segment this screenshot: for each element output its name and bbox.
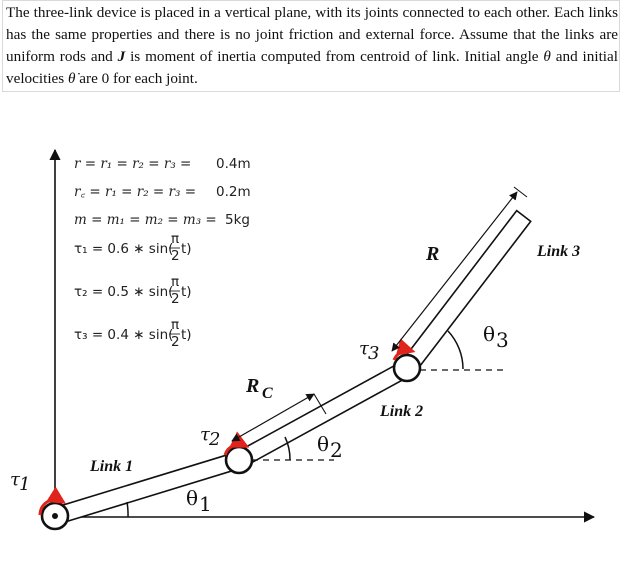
tau-2-sub: 2: [209, 429, 221, 450]
eq-tau1-rhs: t): [181, 241, 192, 257]
eq-tau3-den: 2: [171, 334, 180, 350]
joint-3: [394, 355, 420, 381]
eq-m-value: 5kg: [225, 212, 250, 228]
eq-tau2-lhs: τ₂ = 0.5 ∗ sin(: [74, 284, 174, 300]
theta-symbol: θ: [543, 48, 551, 65]
link-3: [401, 211, 531, 374]
tau-3-symbol: τ: [359, 338, 369, 359]
eq-rc-lhs: r꜀ = r₁ = r₂ = r₃ =: [74, 184, 197, 200]
problem-text-3: and initial velocities: [6, 48, 618, 87]
joint-2: [226, 447, 252, 473]
eq-tau3-num: π: [171, 317, 180, 333]
eq-m-lhs: m = m₁ = m₂ = m₃ =: [74, 212, 217, 228]
eq-rc-value: 0.2m: [216, 184, 251, 200]
eq-tau1-den: 2: [171, 248, 180, 264]
problem-text-5: for each joint.: [109, 70, 198, 87]
theta-3-label: [483, 322, 509, 352]
eq-tau1-num: π: [171, 231, 180, 247]
eq-tau2-rhs: t): [181, 284, 192, 300]
eq-r-lhs: r = r₁ = r₂ = r₃ =: [74, 156, 192, 172]
tau-1-symbol: τ: [10, 469, 20, 490]
tau-3-label: [359, 338, 379, 364]
theta-3-arc: [448, 331, 463, 369]
eq-tau1: [74, 231, 192, 264]
r-extension-top: [514, 187, 527, 197]
link-1-label: Link 1: [90, 458, 134, 475]
rc-label-sub: C: [262, 385, 273, 402]
link-2-label: Link 2: [380, 403, 424, 420]
tau-2-label: [200, 424, 220, 450]
eq-tau3-lhs: τ₃ = 0.4 ∗ sin(: [74, 327, 174, 343]
theta-1-label: [186, 486, 212, 516]
tau-3-sub: 3: [368, 343, 380, 364]
tau-2-symbol: τ: [200, 424, 210, 445]
problem-text-1: The three-link device is placed in a vertical plane, with its joints connected to each other. Each links has the same properties and there is no joint friction and external force. Assume that the links are uniform rods and: [6, 4, 618, 65]
problem-text-4: are: [75, 70, 102, 87]
theta-3-symbol: θ: [483, 322, 496, 346]
link-1: [52, 452, 240, 524]
eq-tau2-den: 2: [171, 291, 180, 307]
theta-2-sub: 2: [330, 438, 343, 462]
eq-tau1-lhs: τ₁ = 0.6 ∗ sin(: [74, 241, 174, 257]
eq-r-value: 0.4m: [216, 156, 251, 172]
tau-1-sub: 1: [19, 474, 31, 495]
rc-label: [245, 375, 273, 402]
tau-1-label: [10, 469, 30, 495]
link-3-label: Link 3: [537, 243, 581, 260]
theta-1-symbol: θ: [186, 486, 199, 510]
theta-2-symbol: θ: [317, 432, 330, 456]
theta-dot-symbol: θ̇: [68, 70, 76, 87]
theta-3-sub: 3: [496, 328, 509, 352]
inertia-symbol: J: [117, 48, 126, 65]
zero-value: 0: [101, 70, 110, 87]
eq-tau3: [74, 317, 192, 350]
r-label: R: [426, 243, 440, 265]
eq-tau3-rhs: t): [181, 327, 192, 343]
joint-1: [42, 503, 68, 529]
eq-tau2-num: π: [171, 274, 180, 290]
rc-label-main: R: [246, 375, 260, 397]
theta-1-sub: 1: [199, 492, 212, 516]
eq-tau2: [74, 274, 192, 307]
theta-2-label: [317, 432, 343, 462]
problem-text-2: is moment of inertia computed from centroid of link. Initial angle: [125, 48, 544, 65]
theta-1-arc: [127, 502, 128, 517]
